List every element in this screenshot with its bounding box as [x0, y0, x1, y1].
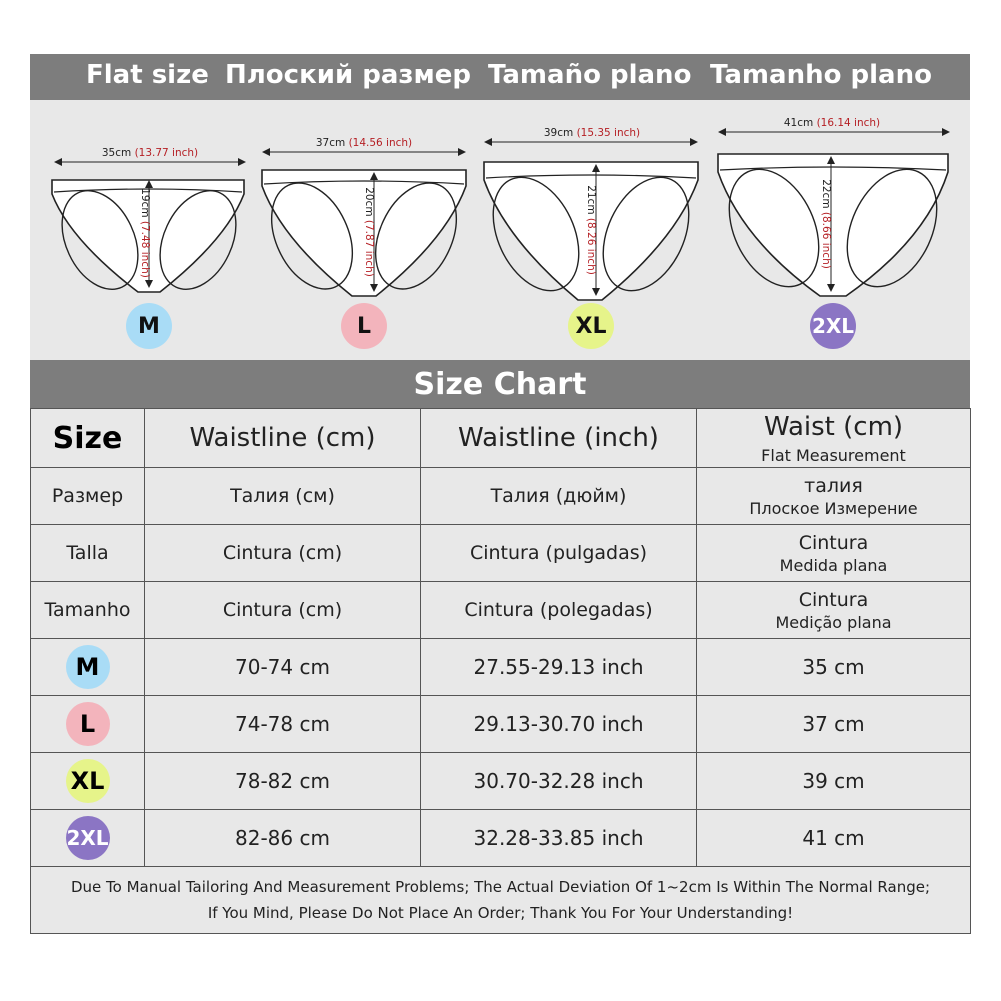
size-badge-2xl: 2XL: [66, 816, 110, 860]
cell-flat: 35 cm: [697, 639, 971, 696]
svg-text:20cm (7.87 inch): [363, 187, 375, 277]
svg-text:37cm (14.56 inch): [316, 137, 412, 149]
garment-xl-width-inch: (15.35 inch): [576, 127, 641, 139]
header-title-pt: Tamanho plano: [710, 60, 932, 90]
svg-text:22cm (8.66 inch): [820, 179, 832, 269]
cell-inch: 29.13-30.70 inch: [421, 696, 697, 753]
header-title-es: Tamaño plano: [488, 60, 692, 90]
row-col3-sub: Плоское Измерение: [749, 498, 918, 518]
size-badge-xl: XL: [66, 759, 110, 803]
garment-2xl-height: 22cm: [820, 179, 832, 209]
row-col1: Талия (см): [145, 468, 421, 525]
row-label: Размер: [31, 468, 145, 525]
cell-cm: 74-78 cm: [145, 696, 421, 753]
svg-text:39cm (15.35 inch): [544, 127, 640, 139]
size-badge-m: M: [66, 645, 110, 689]
row-col2: Талия (дюйм): [421, 468, 697, 525]
disclaimer-note: [31, 867, 971, 934]
table-row: [31, 468, 971, 525]
header-size: Size: [31, 409, 145, 468]
garment-l: [256, 137, 473, 302]
table-row-m: [31, 639, 971, 696]
garment-2xl-height-inch: (8.66 inch): [820, 211, 832, 269]
row-col1: Cintura (cm): [145, 525, 421, 582]
size-badge-l: L: [66, 702, 110, 746]
garment-l-height: 20cm: [363, 187, 375, 217]
row-col3-sub: Medida plana: [779, 555, 888, 575]
cell-flat: 41 cm: [697, 810, 971, 867]
size-cell: [31, 753, 145, 810]
garment-xl-height-inch: (8.26 inch): [585, 217, 597, 275]
row-col3: [697, 468, 971, 525]
table-header-row: [31, 409, 971, 468]
header-waist-label: Waist (cm): [763, 411, 904, 442]
header-waistline-inch: Waistline (inch): [421, 409, 697, 468]
cell-cm: 78-82 cm: [145, 753, 421, 810]
garment-2xl-width: 41cm: [783, 117, 814, 129]
garment-m-width-inch: (13.77 inch): [134, 147, 199, 159]
row-col3: [697, 525, 971, 582]
cell-flat: 37 cm: [697, 696, 971, 753]
garment-m-width: 35cm: [101, 147, 132, 159]
table-row-2xl: [31, 810, 971, 867]
size-badge-m: M: [126, 303, 172, 349]
svg-text:35cm (13.77 inch): [102, 147, 198, 159]
size-cell: [31, 810, 145, 867]
garment-m-height: 19cm: [139, 188, 151, 218]
garment-xl-height: 21cm: [585, 185, 597, 215]
cell-cm: 82-86 cm: [145, 810, 421, 867]
row-col3-sub: Medição plana: [775, 612, 892, 632]
size-badge-xl: XL: [568, 303, 614, 349]
row-label: Tamanho: [31, 582, 145, 639]
row-col2: Cintura (polegadas): [421, 582, 697, 639]
size-badge-l: L: [341, 303, 387, 349]
header-waist-flat: [697, 409, 971, 468]
row-col1: Cintura (cm): [145, 582, 421, 639]
garment-m-height-inch: (7.48 inch): [139, 220, 151, 278]
garment-2xl: [712, 117, 955, 301]
row-col3-main: талия: [804, 474, 863, 497]
garment-m: [47, 147, 251, 301]
svg-text:21cm (8.26 inch): [585, 185, 597, 275]
disclaimer-row: [31, 867, 971, 934]
header-title-ru: Плоский размер: [225, 60, 471, 90]
cell-flat: 39 cm: [697, 753, 971, 810]
garment-l-width-inch: (14.56 inch): [348, 137, 413, 149]
cell-inch: 32.28-33.85 inch: [421, 810, 697, 867]
header-title-en: Flat size: [86, 60, 209, 90]
disclaimer-line-2: If You Mind, Please Do Not Place An Order; Thank You For Your Understanding!: [207, 904, 794, 922]
garment-xl: [476, 127, 706, 304]
row-col3: [697, 582, 971, 639]
garment-l-width: 37cm: [315, 137, 346, 149]
cell-inch: 27.55-29.13 inch: [421, 639, 697, 696]
table-row: [31, 582, 971, 639]
table-row-xl: [31, 753, 971, 810]
size-cell: [31, 639, 145, 696]
row-col3-main: Cintura: [798, 588, 869, 611]
flat-size-header: [30, 54, 970, 100]
cell-cm: 70-74 cm: [145, 639, 421, 696]
size-badge-2xl: 2XL: [810, 303, 856, 349]
garment-l-height-inch: (7.87 inch): [363, 219, 375, 277]
garment-2xl-width-inch: (16.14 inch): [816, 117, 881, 129]
row-col3-main: Cintura: [798, 531, 869, 554]
header-waistline-cm: Waistline (cm): [145, 409, 421, 468]
garment-xl-width: 39cm: [543, 127, 574, 139]
header-waist-sub: Flat Measurement: [761, 445, 906, 465]
svg-text:19cm (7.48 inch): [139, 188, 151, 278]
size-cell: [31, 696, 145, 753]
table-row: [31, 525, 971, 582]
row-label: Talla: [31, 525, 145, 582]
svg-text:41cm (16.14 inch): [784, 117, 880, 129]
size-chart-title: Size Chart: [30, 360, 970, 408]
table-row-l: [31, 696, 971, 753]
disclaimer-line-1: Due To Manual Tailoring And Measurement Problems; The Actual Deviation Of 1~2cm Is Within The Normal Range;: [70, 878, 931, 896]
cell-inch: 30.70-32.28 inch: [421, 753, 697, 810]
size-chart-table: [30, 408, 971, 934]
row-col2: Cintura (pulgadas): [421, 525, 697, 582]
